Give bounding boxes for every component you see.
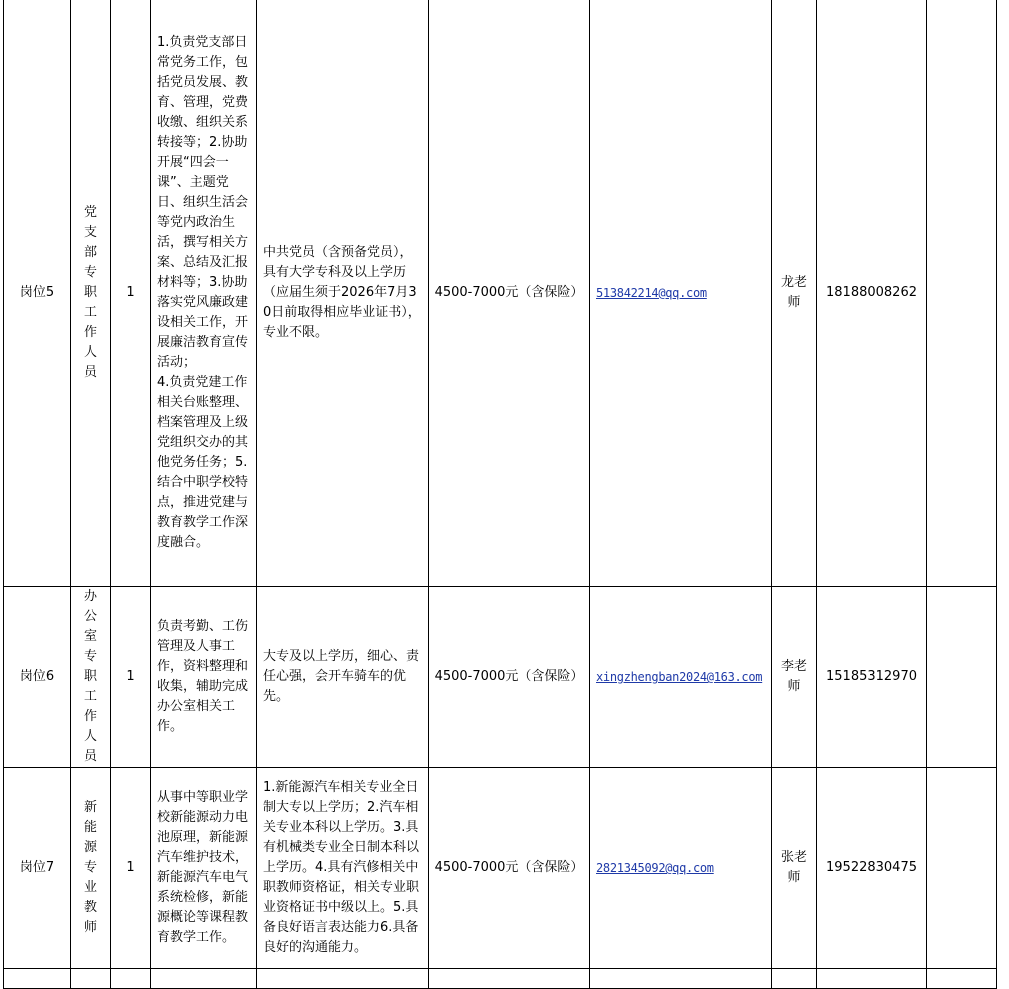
empty-cell: [111, 969, 151, 989]
phone-cell: 18188008262: [817, 0, 927, 587]
empty-cell: [927, 587, 997, 768]
contact-cell: [772, 768, 817, 969]
contact-name: 李老师: [780, 659, 807, 694]
table-row: [4, 969, 997, 989]
empty-cell: [590, 969, 772, 989]
empty-cell: [257, 969, 429, 989]
position-cell: 岗位6: [4, 587, 71, 768]
requirements-cell: 中共党员（含预备党员）， 具有大学专科及以上学历（应届生须于2026年7月30日前取得相应毕业证书），专业不限。: [257, 0, 429, 587]
requirements-cell: 大专及以上学历，细心、责任心强，会开车骑车的优先。: [257, 587, 429, 768]
position-cell: 岗位7: [4, 768, 71, 969]
empty-cell: [4, 969, 71, 989]
empty-cell: [71, 969, 111, 989]
contact-name: 龙老师: [780, 274, 807, 310]
count-cell: 1: [111, 0, 151, 587]
empty-cell: [927, 0, 997, 587]
job-table: [3, 0, 997, 989]
job-title: 党支部专职工作人员: [83, 204, 97, 380]
count-cell: 1: [111, 587, 151, 768]
salary-cell: 4500-7000元（含保险）: [429, 768, 590, 969]
table-row: [4, 587, 997, 768]
contact-cell: [772, 587, 817, 768]
empty-cell: [772, 969, 817, 989]
empty-cell: [429, 969, 590, 989]
email-link[interactable]: xingzhengban2024@163.com: [590, 587, 772, 768]
contact-cell: [772, 0, 817, 587]
duties-cell: 负责考勤、工伤管理及人事工作，资料整理和收集，辅助完成办公室相关工作。: [151, 587, 257, 768]
count-cell: 1: [111, 768, 151, 969]
requirements-cell: 1.新能源汽车相关专业全日制大专以上学历；2.汽车相关专业本科以上学历。3.具有机械类专业全日制本科以上学历。4.具有汽修相关中职教师资格证，相关专业职业资格证书中级以上。5.具备良好语言表达能力6.具备良好的沟通能力。: [257, 768, 429, 969]
duties-cell: 1.负责党支部日常党务工作，包括党员发展、教育、管理，党费收缴、组织关系转接等；2.协助开展“四会一课”、主题党日、组织生活会等党内政治生活，撰写相关方案、总结及汇报材料等；3.协助落实党风廉政建设相关工作，开展廉洁教育宣传活动； 4.负责党建工作相关台账整理、档案管理及上级党组织交办的其他党务任务；5.结合中职学校特点，推进党建与教育教学工作深度融合。: [151, 0, 257, 587]
phone-cell: 15185312970: [817, 587, 927, 768]
email-link[interactable]: 513842214@qq.com: [590, 0, 772, 587]
job-title: 新能源专业教师: [83, 800, 97, 935]
duties-cell: 从事中等职业学校新能源动力电池原理，新能源汽车维护技术，新能源汽车电气系统检修，新能源概论等课程教育教学工作。: [151, 768, 257, 969]
empty-cell: [927, 969, 997, 989]
empty-cell: [817, 969, 927, 989]
salary-cell: 4500-7000元（含保险）: [429, 587, 590, 768]
job-title: 办公室专职工作人员: [83, 589, 97, 764]
empty-cell: [927, 768, 997, 969]
phone-cell: 19522830475: [817, 768, 927, 969]
position-cell: 岗位5: [4, 0, 71, 587]
salary-cell: 4500-7000元（含保险）: [429, 0, 590, 587]
empty-cell: [151, 969, 257, 989]
title-cell: [71, 768, 111, 969]
title-cell: [71, 587, 111, 768]
email-link[interactable]: 2821345092@qq.com: [590, 768, 772, 969]
title-cell: [71, 0, 111, 587]
table-row: [4, 768, 997, 969]
contact-name: 张老师: [780, 850, 807, 885]
table-row: [4, 0, 997, 587]
